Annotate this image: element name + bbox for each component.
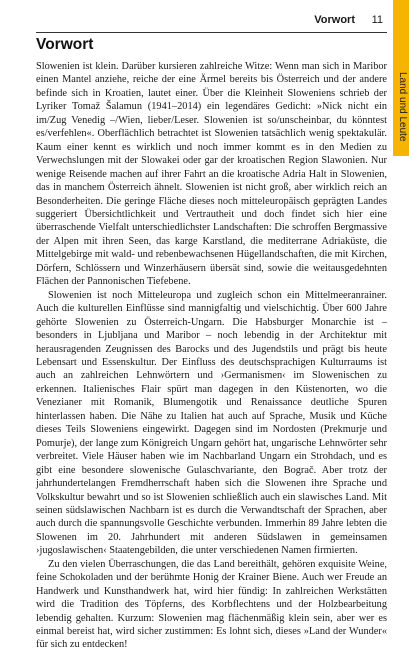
chapter-side-label: Land und Leute	[397, 72, 408, 142]
paragraph: Zu den vielen Überraschungen, die das Land bereithält, gehören exquisite Weine, feine Schokoladen und der berühmte Honig der Krainer Biene. Auch wer Freude an Handwerk und Kunsthandwerk hat, wird hier fündig: In zahlreichen Werkstätten wird die Tradition des Töpferns, des Korbflechtens und der Holzbearbeitung lebendig gehalten. Kurzum: Slowenien mag flächenmäßig klein sein, aber wer es einmal bereist hat, wird sicher zustimmen: Es lohnt sich, dieses »Land der Wunder« für sich zu entdecken!	[36, 558, 387, 651]
running-head	[0, 14, 409, 30]
header-rule	[36, 32, 387, 33]
paragraph: Slowenien ist noch Mitteleuropa und zugleich schon ein Mittelmeeranrainer. Auch die kulturellen Einflüsse sind mannigfaltig und vielschichtig. Über 600 Jahre gehörte Slowenien zu Österreich-Ungarn. Die Habsburger Monarchie ist – besonders in Ljubljana und Maribor – noch lebendig in der Architektur mit herausragenden Zeugnissen des Barocks und des Jugendstils und prägt bis heute Lebensart und Essenskultur. Der Einfluss des deutschsprachigen Kulturraums ist auch an zahlreichen Lehnwörtern und ›Germanismen‹ im Slowenischen zu erkennen. Italienisches Flair spürt man dagegen in den Küstenorten, wo die Venezianer mit Romanik, Blumengotik und Renaissance deutliche Spuren hinterlassen haben. Die Nähe zu Italien hat auch auf Sprache, Musik und Küche dieses Teils Sloweniens eingewirkt. Dagegen sind im Nordosten (Prekmurje und Pomurje), der lange zum Königreich Ungarn gehört hat, ungarische Lehnwörter sehr verbreitet. Viele Häuser haben wie im Nachbarland Ungarn ein Strohdach, und es gibt eine besondere slowenische Gulaschvariante, den Bograč. Aber trotz der jahrhundertelangen Fremdherrschaft haben sich die Slowenen ihre Sprache und Volkskultur bewahrt und so ist Slowenien schließlich auch ein slawisches Land. Mit seinen südslawischen Nachbarn ist es durch die Verwandtschaft der Sprachen, aber auch durch die spannungsvolle Geschichte verbunden. Immerhin 89 Jahre lebten die Slowenen im 20. Jahrhundert mit anderen Südslawen in gemeinsamen ›jugoslawischen‹ Staatengebilden, die unter verschiedenen Namen firmierten.	[36, 289, 387, 557]
paragraph: Slowenien ist klein. Darüber kursieren zahlreiche Witze: Wenn man sich in Maribor einen Mantel anziehe, reiche der eine Ärmel bereits bis Österreich und der andere befinde sich in Kroatien, lautet einer. Über die Kleinheit Sloweniens schrieb der Lyriker Tomaž Šalamun (1941–2014) ein legendäres Gedicht: »Nick nicht ein im/Zug Venedig –/Wien, lieber/Leser. Slowenien ist so/unscheinbar, du könntest es/verfehlen«. Oberflächlich betrachtet ist Slowenien tatsächlich wenig spektakulär. Kaum einer kennt es wirklich und noch immer kommt es in den Medien zu Verwechslungen mit der Slowakei oder gar der kroatischen Region Slawonien. Nur wenige Reisende machen auf ihrer Fahrt an die kroatische Adria Halt in Slowenien, das in manchem Österreich ähnelt. Slowenien ist nicht groß, aber wirklich reich an Besonderheiten. Die geringe Fläche dieses noch mitteleuropäisch geprägten Landes suggeriert Übersichtlichkeit und Vertrautheit und doch findet sich hier eine überraschende Vielfalt unterschiedlichster Landschaften: Die schroffen Bergmassive der Alpen mit ihren Seen, das karge Karstland, die mediterrane Adriaküste, die Mittelgebirge mit wald- und rebenbewachsenen Hügellandschaften, die mit Kirchen, Dörfern, Schlössern und Winzerhäusern übersät sind, sowie die weitausgedehnten Flächen der Pannonischen Tiefebene.	[36, 61, 387, 288]
running-head-section: Vorwort	[314, 14, 355, 26]
page-number: 11	[371, 14, 383, 26]
page-title: Vorwort	[36, 36, 94, 53]
body-text	[36, 60, 387, 652]
